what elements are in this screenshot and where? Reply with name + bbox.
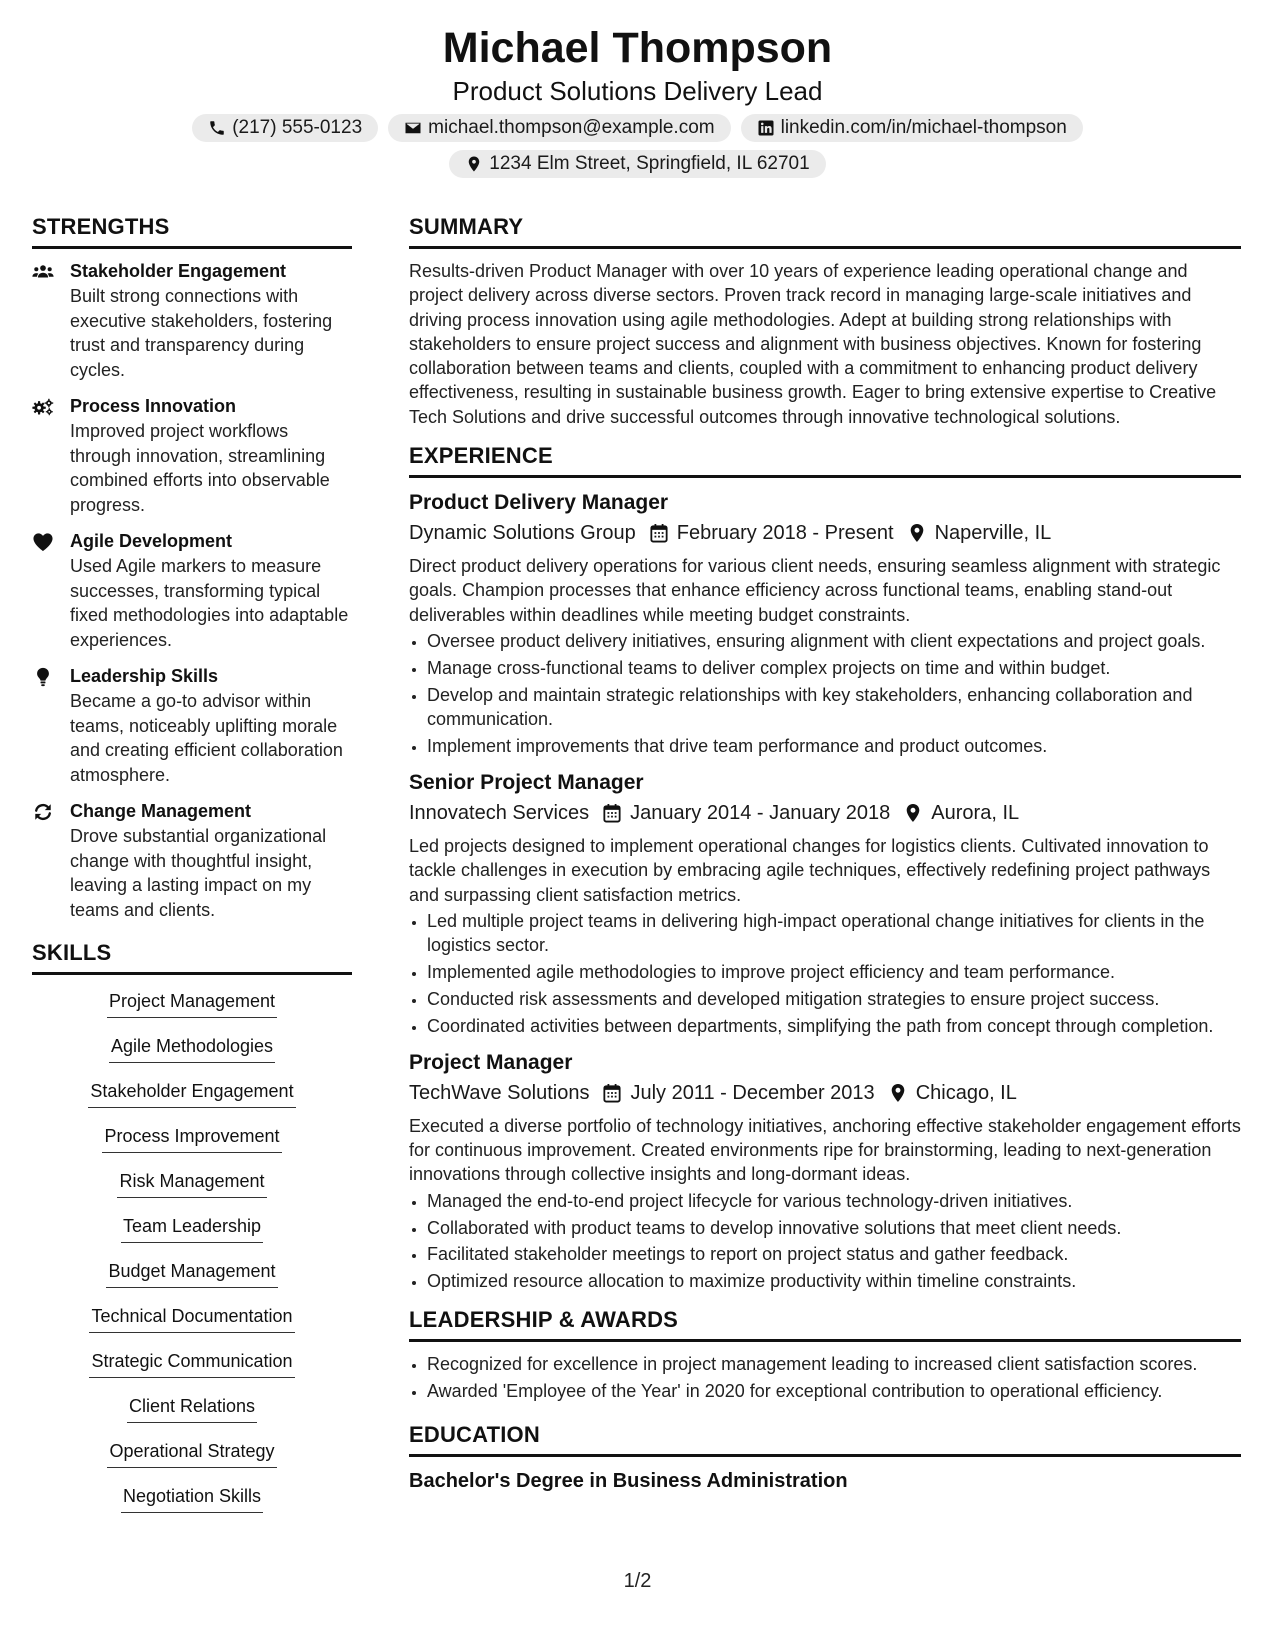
strength-desc: Became a go-to advisor within teams, noticeably uplifting morale and creating efficient collaboration atmosphere. — [70, 691, 343, 785]
strength-item — [32, 259, 352, 382]
job-dates: February 2018 - Present — [676, 522, 894, 545]
job-bullet: • Conducted risk assessments and developed mitigation strategies to ensure project success. — [427, 987, 1241, 1011]
contact-row-secondary — [0, 150, 1275, 178]
candidate-title: Product Solutions Delivery Lead — [452, 76, 823, 106]
strength-desc: Drove substantial organizational change with thoughtful insight, leaving a lasting impact on my teams and clients. — [70, 826, 327, 920]
job-bullet: • Develop and maintain strategic relationships with key stakeholders, enhancing collaboration and communication. — [427, 683, 1241, 732]
calendar-icon — [603, 1083, 621, 1103]
job-description: Led projects designed to implement operational changes for logistics clients. Cultivated innovation to tackle challenges in execution by embracing agile techniques, effectively redefining project pathways and surpassing client satisfaction metrics. — [409, 835, 1211, 905]
lightbulb-icon — [32, 667, 54, 687]
linkedin-icon — [757, 119, 775, 137]
strength-title: Stakeholder Engagement — [70, 261, 287, 281]
job-bullet: • Implement improvements that drive team performance and product outcomes. — [427, 734, 1241, 758]
job-bullets — [409, 629, 1241, 758]
envelope-icon — [404, 119, 422, 137]
job-entry — [409, 768, 1241, 1038]
sync-icon — [32, 802, 54, 822]
job-location: Chicago, IL — [915, 1081, 1017, 1104]
job-meta — [409, 798, 1241, 828]
skill-item: Agile Methodologies — [32, 1034, 352, 1079]
job-bullet: • Collaborated with product teams to develop innovative solutions that meet client needs. — [427, 1216, 1241, 1240]
job-description: Direct product delivery operations for various client needs, ensuring seamless alignment with strategic goals. Champion processes that enhance efficiency across functional teams, enabling stand-out deliverables within deadlines while meeting budget constraints. — [409, 556, 1221, 625]
skill-item: Risk Management — [32, 1169, 352, 1214]
skill-item: Process Improvement — [32, 1124, 352, 1169]
strength-desc: Used Agile markers to measure successes, transforming typical fixed methodologies into adaptable experiences. — [70, 556, 349, 650]
strength-desc: Built strong connections with executive stakeholders, fostering trust and transparency during cycles. — [70, 286, 333, 380]
email-text: michael.thompson@example.com — [428, 117, 715, 138]
contact-row-primary — [0, 114, 1275, 142]
job-title: Project Manager — [409, 1050, 573, 1074]
strengths-heading: STRENGTHS — [32, 214, 352, 249]
job-bullet: • Coordinated activities between departments, simplifying the path from concept through completion. — [427, 1014, 1241, 1038]
strength-item — [32, 799, 352, 922]
calendar-icon — [603, 803, 621, 823]
map-pin-icon — [465, 155, 483, 173]
users-icon — [32, 262, 54, 282]
awards-list — [409, 1352, 1241, 1403]
job-dates: January 2014 - January 2018 — [630, 801, 891, 824]
job-entry — [409, 488, 1241, 758]
skill-item: Client Relations — [32, 1394, 352, 1439]
map-pin-icon — [908, 523, 926, 543]
candidate-name: Michael Thompson — [442, 24, 833, 72]
strength-desc: Improved project workflows through innovation, streamlining combined efforts into observable progress. — [70, 421, 330, 515]
job-title: Senior Project Manager — [409, 770, 644, 794]
job-meta — [409, 1078, 1241, 1108]
gears-icon — [32, 397, 54, 417]
job-meta — [409, 518, 1241, 548]
job-bullet: • Led multiple project teams in delivering high-impact operational change initiatives for clients in the logistics sector. — [427, 909, 1241, 958]
right-column — [409, 214, 1241, 1495]
skills-list — [32, 989, 352, 1529]
skill-item: Strategic Communication — [32, 1349, 352, 1394]
summary-heading: SUMMARY — [409, 214, 1241, 249]
education-heading: EDUCATION — [409, 1422, 1241, 1457]
skill-item: Operational Strategy — [32, 1439, 352, 1484]
job-bullet: • Implemented agile methodologies to improve project efficiency and team performance. — [427, 960, 1241, 984]
summary-text: Results-driven Product Manager with over 10 years of experience leading operational change and project delivery across diverse sectors. Proven track record in managing large-scale initiatives and driving process innovation using agile methodologies. Adept at building strong relationships with stakeholders to ensure project success and alignment with business objectives. Known for fostering collaboration between teams and clients, coupled with a commitment to enhancing product delivery effectiveness, resulting in sustainable business growth. Eager to bring extensive expertise to Creative Tech Solutions and drive successful outcomes through innovative technological solutions. — [409, 261, 1217, 427]
job-bullet: • Manage cross-functional teams to deliver complex projects on time and within budget. — [427, 656, 1241, 680]
phone-text: (217) 555-0123 — [232, 117, 363, 138]
award-item: • Awarded 'Employee of the Year' in 2020 for exceptional contribution to operational efficiency. — [427, 1379, 1241, 1403]
strength-title: Change Management — [70, 801, 252, 821]
resume-header — [0, 20, 1275, 178]
strength-title: Agile Development — [70, 531, 233, 551]
strength-title: Process Innovation — [70, 396, 237, 416]
map-pin-icon — [904, 803, 922, 823]
job-company: TechWave Solutions — [409, 1081, 590, 1104]
job-bullets — [409, 909, 1241, 1038]
skills-heading: SKILLS — [32, 940, 352, 975]
strength-title: Leadership Skills — [70, 666, 219, 686]
job-bullet: • Oversee product delivery initiatives, ensuring alignment with client expectations and project goals. — [427, 629, 1241, 653]
job-description: Executed a diverse portfolio of technology initiatives, anchoring effective stakeholder engagement efforts for continuous improvement. Created environments ripe for brainstorming, leading to next-generation innovations through collective insights and long-dormant ideas. — [409, 1115, 1241, 1185]
skill-item: Stakeholder Engagement — [32, 1079, 352, 1124]
job-bullet: • Managed the end-to-end project lifecycle for various technology-driven initiatives. — [427, 1189, 1241, 1213]
job-entry — [409, 1048, 1241, 1294]
skill-item: Negotiation Skills — [32, 1484, 352, 1529]
linkedin-pill[interactable] — [741, 114, 1083, 142]
linkedin-text: linkedin.com/in/michael-thompson — [780, 117, 1067, 138]
heart-icon — [32, 532, 54, 552]
phone-pill[interactable] — [192, 114, 378, 142]
left-column — [32, 214, 352, 1529]
skill-item: Project Management — [32, 989, 352, 1034]
experience-heading: EXPERIENCE — [409, 443, 1241, 478]
address-pill — [449, 150, 825, 178]
award-item: • Recognized for excellence in project management leading to increased client satisfaction scores. — [427, 1352, 1241, 1376]
skill-item: Technical Documentation — [32, 1304, 352, 1349]
email-pill[interactable] — [388, 114, 730, 142]
calendar-icon — [650, 523, 668, 543]
strength-item — [32, 664, 352, 787]
job-bullet: • Optimized resource allocation to maximize productivity within timeline constraints. — [427, 1269, 1241, 1293]
job-company: Dynamic Solutions Group — [409, 522, 636, 545]
address-text: 1234 Elm Street, Springfield, IL 62701 — [489, 153, 810, 174]
education-degree: Bachelor's Degree in Business Administration — [409, 1469, 848, 1492]
job-dates: July 2011 - December 2013 — [630, 1081, 875, 1104]
job-bullets — [409, 1189, 1241, 1294]
skill-item: Team Leadership — [32, 1214, 352, 1259]
job-bullet: • Facilitated stakeholder meetings to report on project status and gather feedback. — [427, 1242, 1241, 1266]
strength-item — [32, 529, 352, 652]
page-number: 1/2 — [623, 1570, 652, 1592]
job-location: Naperville, IL — [934, 522, 1052, 545]
job-location: Aurora, IL — [931, 801, 1020, 824]
job-company: Innovatech Services — [409, 801, 590, 824]
map-pin-icon — [889, 1083, 907, 1103]
job-title: Product Delivery Manager — [409, 491, 669, 515]
awards-heading: LEADERSHIP & AWARDS — [409, 1307, 1241, 1342]
strength-item — [32, 394, 352, 517]
skill-item: Budget Management — [32, 1259, 352, 1304]
phone-icon — [208, 119, 226, 137]
